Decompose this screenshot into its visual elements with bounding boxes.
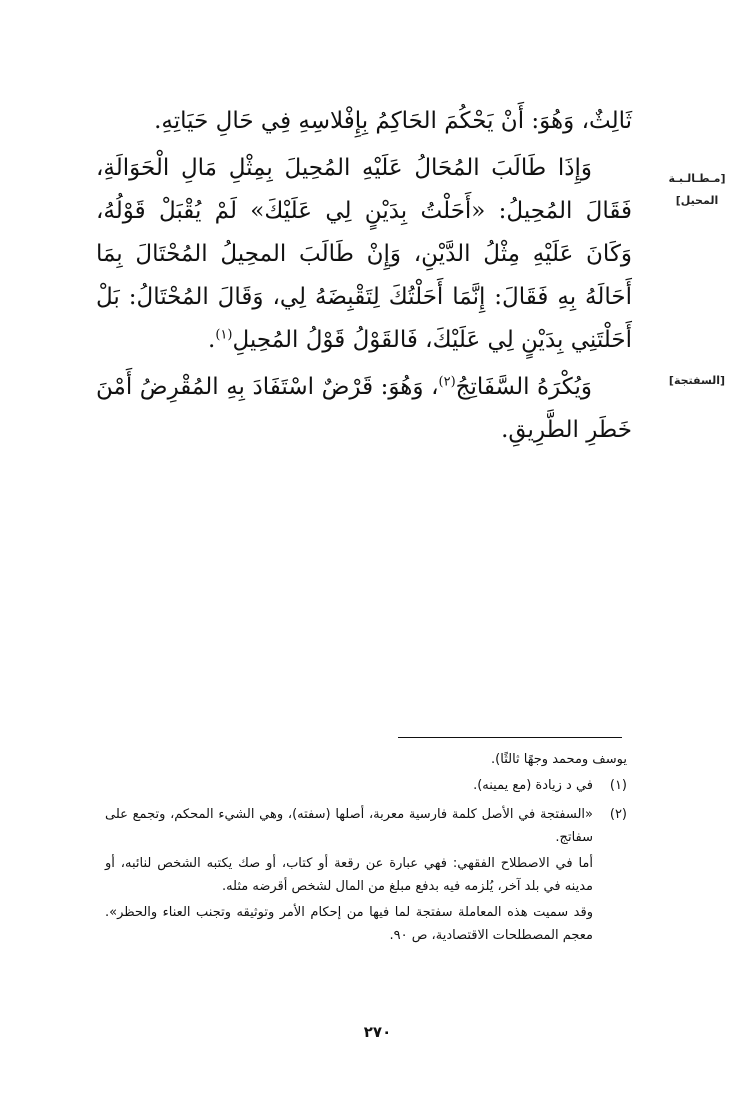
footnote-separator (398, 737, 622, 738)
paragraph-end: . (208, 327, 216, 353)
footnote-marker-2[interactable]: (٢) (438, 374, 456, 390)
paragraph-end: ، وَهُوَ: قَرْضٌ اسْتَفَادَ بِهِ المُقْرِضُ أَمْنَ خَطَرِ الطَّرِيقِ. (96, 374, 632, 443)
footnote-number: (٢) (609, 807, 627, 822)
margin-note-line: المحيل] (675, 194, 719, 207)
footnote-marker-1[interactable]: (١) (215, 327, 233, 343)
margin-note-suftaja (659, 370, 735, 392)
margin-note-muhil-demand (659, 168, 735, 212)
footnote-text: في د زيادة (مع يمينه). (473, 778, 593, 793)
footnote-1 (105, 774, 627, 800)
footnote-text: أما في الاصطلاح الفقهي: فهي عبارة عن رقعة أو كتاب، أو صك يكتبه الشخص لنائبه، أو مدينه في بلد آخر، يُلزمه فيه بدفع مبلغ من المال لشخص أقرضه مثله. (105, 856, 593, 894)
paragraph-muhil-demand (96, 147, 632, 362)
footnote-number: (١) (609, 778, 627, 793)
page-number: ٢٧٠ (363, 1023, 392, 1041)
footnote-2 (105, 803, 627, 950)
paragraph-text: وَإِذَا طَالَبَ المُحَالُ عَلَيْهِ المُحِيلَ بِمِثْلِ مَالِ الْحَوَالَةِ، فَقَالَ المُحِيلُ: «أَحَلْتُ بِدَيْنٍ لِي عَلَيْكَ» لَمْ يُقْبَلْ قَوْلُهُ، وَكَانَ عَلَيْهِ مِثْلُ الدَّيْنِ، وَإِنْ طَالَبَ المحِيلُ المُحْتَالَ بِمَا أَحَالَهُ بِهِ فَقَالَ: إِنَّمَا أَحَلْتُكَ لِتَقْبِضَهُ لِي، وَقَالَ المُحْتَالُ: بَلْ أَحَلْتَنِي بِدَيْنٍ لِي عَلَيْكَ، فَالقَوْلُ قَوْلُ المُحِيلِ (96, 155, 632, 353)
footnote-carry-over: يوسف ومحمد وجهًا ثالثًا). (491, 752, 627, 767)
paragraph-suftaja (96, 366, 632, 452)
margin-note-line: [السفتجة] (668, 374, 726, 387)
paragraph-third-case (96, 100, 632, 143)
footnote-body (105, 774, 593, 800)
footnotes-block (105, 748, 627, 953)
paragraph-text: وَيُكْرَهُ السَّفَاتِجُ (455, 374, 592, 400)
main-text-block (96, 100, 632, 456)
paragraph-text: ثَالِثٌ، وَهُوَ: أَنْ يَحْكُمَ الحَاكِمُ بِإِفْلاسِهِ فِي حَالِ حَيَاتِهِ. (154, 108, 632, 134)
footnote-text: وقد سميت هذه المعاملة سفتجة لما فيها من إحكام الأمر وتوثيقه وتجنب العناء والحظر». معجم المصطلحات الاقتصادية، ص ٩٠. (105, 905, 593, 943)
footnote-body (105, 803, 593, 950)
footnote-text: «السفتجة في الأصل كلمة فارسية معربة، أصلها (سفته)، وهي الشيء المحكم، وتجمع على سفاتج. (105, 807, 593, 845)
margin-note-line: [مـطـالـبـة (668, 172, 726, 185)
